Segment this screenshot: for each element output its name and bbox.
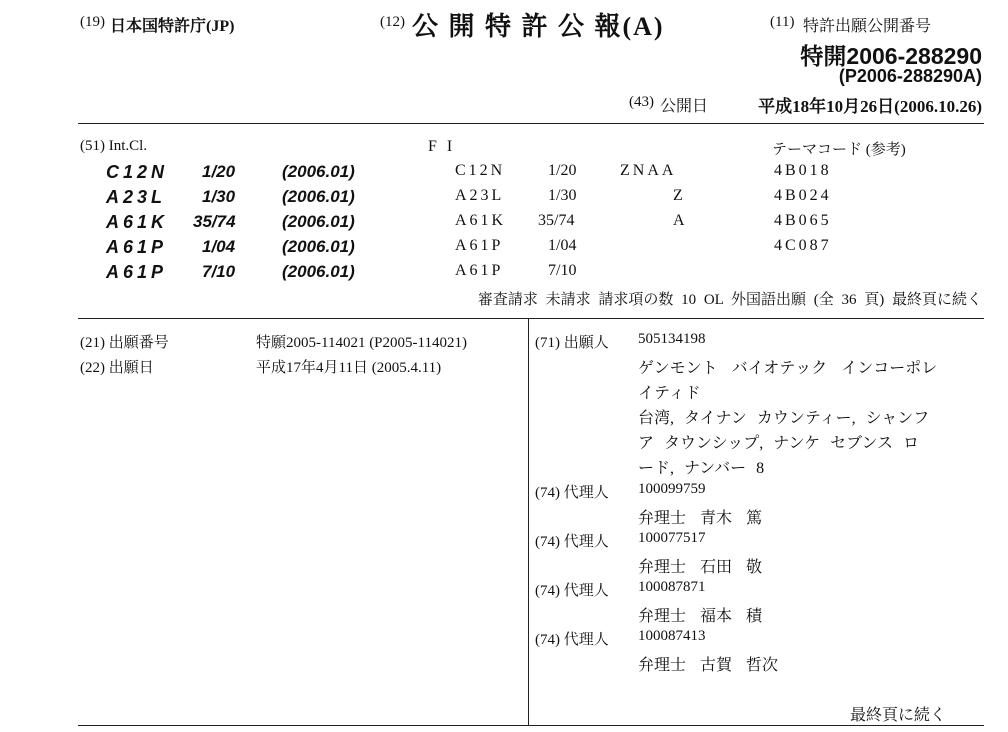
ipc-version: (2006.01)	[282, 162, 355, 181]
application-date: 平成17年4月11日 (2005.4.11)	[256, 360, 442, 376]
column-divider	[528, 318, 529, 726]
fi-group: 1/04	[548, 237, 577, 254]
agent-name: 弁理士 古賀 哲次	[638, 657, 779, 674]
pubdate-number: (43)	[629, 94, 654, 110]
fi-subclass: A61P	[455, 262, 504, 279]
ipc-group: 1/30	[202, 187, 236, 206]
agent-name: 弁理士 石田 敬	[638, 559, 763, 576]
fi-code: Z	[673, 187, 683, 204]
fi-code: ZNAA	[620, 162, 677, 179]
agent-id: 100099759	[638, 481, 706, 497]
fi-subclass: C12N	[455, 162, 506, 179]
theme-code: 4B018	[774, 162, 832, 179]
fi-group: 1/30	[548, 187, 577, 204]
applicant-address-line: ード, ナンバー 8	[638, 460, 765, 477]
fi-code: A	[673, 212, 685, 229]
fi-group: 7/10	[548, 262, 577, 279]
application-number-label: (21) 出願番号	[80, 335, 169, 351]
ipc-group: 7/10	[202, 262, 236, 281]
ipc-version: (2006.01)	[282, 187, 355, 206]
ipc-version: (2006.01)	[282, 212, 355, 231]
intcl-label: (51) Int.Cl.	[80, 138, 148, 154]
ipc-subclass: A61P	[106, 237, 168, 257]
ipc-subclass: A61K	[106, 212, 169, 232]
classification-divider	[78, 318, 984, 319]
kind-number: (12)	[380, 14, 405, 30]
fi-subclass: A23L	[455, 187, 505, 204]
office-number: (19)	[80, 14, 105, 30]
fi-group: 1/20	[548, 162, 577, 179]
publication-kind-title: 公 開 特 許 公 報(A)	[412, 12, 665, 41]
applicant-address-line: ア タウンシップ, ナンケ セブンス ロ	[638, 435, 920, 452]
fi-subclass: A61P	[455, 237, 504, 254]
ipc-group: 1/20	[202, 162, 236, 181]
agent-label: (74) 代理人	[535, 632, 609, 648]
ipc-version: (2006.01)	[282, 237, 355, 256]
agent-name: 弁理士 青木 篤	[638, 510, 763, 527]
application-number: 特願2005-114021 (P2005-114021)	[256, 335, 467, 351]
theme-code: 4C087	[774, 237, 832, 254]
application-date-label: (22) 出願日	[80, 360, 154, 376]
agent-label: (74) 代理人	[535, 583, 609, 599]
ipc-group: 35/74	[193, 212, 236, 231]
publication-number-alt: (P2006-288290A)	[838, 66, 982, 86]
theme-code-label: テーマコード (参考)	[772, 142, 906, 158]
pubno-label-number: (11)	[770, 14, 795, 30]
ipc-version: (2006.01)	[282, 262, 355, 281]
agent-name: 弁理士 福本 積	[638, 608, 763, 625]
header-divider	[78, 123, 984, 124]
ipc-group: 1/04	[202, 237, 236, 256]
bottom-divider	[78, 725, 984, 726]
applicant-label: (71) 出願人	[535, 335, 609, 351]
publication-date: 平成18年10月26日(2006.10.26)	[758, 97, 982, 116]
agent-label: (74) 代理人	[535, 485, 609, 501]
examination-line: 審査請求 未請求 請求項の数 10 OL 外国語出願 (全 36 頁) 最終頁に続く	[477, 292, 982, 308]
theme-code: 4B024	[774, 187, 832, 204]
fi-subclass: A61K	[455, 212, 507, 229]
office-name: 日本国特許庁(JP)	[110, 18, 235, 35]
agent-id: 100077517	[638, 530, 706, 546]
theme-code: 4B065	[774, 212, 832, 229]
agent-id: 100087413	[638, 628, 706, 644]
publication-number: 特開2006-288290	[800, 43, 982, 69]
applicant-address-line: 台湾, タイナン カウンティー, シャンフ	[638, 410, 930, 427]
ipc-subclass: C12N	[106, 162, 169, 182]
ipc-subclass: A61P	[106, 262, 168, 282]
fi-group: 35/74	[538, 212, 575, 229]
agent-label: (74) 代理人	[535, 534, 609, 550]
pubdate-label: 公開日	[660, 98, 709, 115]
agent-id: 100087871	[638, 579, 706, 595]
ipc-subclass: A23L	[106, 187, 167, 207]
applicant-name-line: ゲンモント バイオテック インコーポレ	[638, 360, 938, 377]
pubno-label: 特許出願公開番号	[803, 18, 932, 35]
applicant-name-line: イティド	[638, 385, 701, 402]
fi-label: F I	[428, 138, 456, 155]
continued-on-last-page: 最終頁に続く	[850, 707, 947, 724]
applicant-id: 505134198	[638, 331, 706, 347]
